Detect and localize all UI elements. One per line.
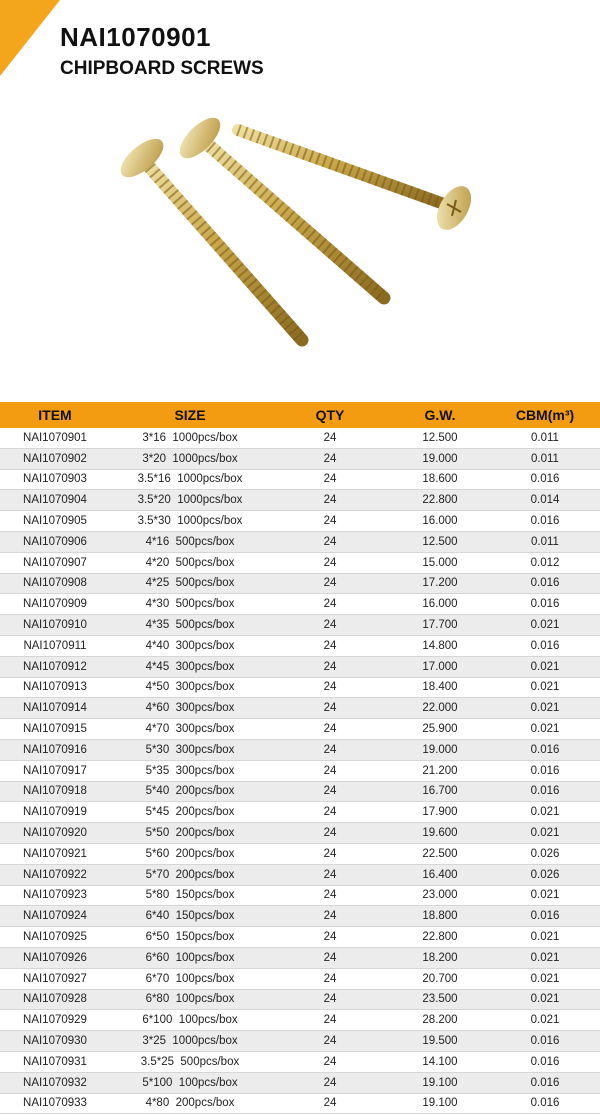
- table-row: [0, 927, 600, 948]
- table-row: [0, 865, 600, 886]
- cell-qty: 24: [323, 764, 337, 777]
- cell-gw: 23.500: [422, 993, 458, 1006]
- cell-size: 4*40 300pcs/box: [145, 639, 235, 652]
- table-row: [0, 574, 600, 595]
- table-row: [0, 990, 600, 1011]
- cell-gw: 16.700: [422, 785, 458, 798]
- cell-gw: 18.200: [422, 951, 458, 964]
- cell-gw: 23.000: [422, 889, 458, 902]
- cell-qty: 24: [323, 494, 337, 507]
- cell-cbm: 0.016: [530, 473, 560, 486]
- table-row: [0, 657, 600, 678]
- cell-gw: 18.800: [422, 910, 458, 923]
- cell-gw: 17.200: [422, 577, 458, 590]
- cell-gw: 22.800: [422, 931, 458, 944]
- cell-qty: 24: [323, 1035, 337, 1047]
- cell-cbm: 0.016: [530, 577, 560, 590]
- table-row: [0, 532, 600, 553]
- cell-qty: 24: [323, 993, 337, 1006]
- cell-qty: 24: [323, 785, 337, 798]
- cell-size: 6*100 100pcs/box: [142, 1014, 238, 1027]
- cell-item: NAI1070903: [23, 473, 87, 486]
- cell-qty: 24: [323, 827, 337, 840]
- cell-cbm: 0.021: [530, 827, 560, 840]
- table-row: [0, 553, 600, 574]
- cell-item: NAI1070933: [23, 1097, 87, 1110]
- cell-gw: 22.000: [422, 702, 458, 715]
- cell-size: 5*100 100pcs/box: [142, 1076, 238, 1089]
- table-row: [0, 948, 600, 969]
- cell-size: 4*30 500pcs/box: [145, 598, 235, 611]
- table-row: [0, 761, 600, 782]
- cell-gw: 18.600: [422, 473, 458, 486]
- cell-item: NAI1070922: [23, 868, 87, 881]
- corner-accent: [0, 0, 60, 76]
- table-row: [0, 698, 600, 719]
- cell-item: NAI1070926: [23, 951, 87, 964]
- cell-cbm: 0.016: [530, 1035, 560, 1047]
- cell-item: NAI1070909: [23, 598, 87, 611]
- cell-qty: 24: [323, 889, 337, 902]
- screws-photo: [0, 92, 600, 392]
- cell-cbm: 0.016: [530, 910, 560, 923]
- cell-item: NAI1070923: [23, 889, 87, 902]
- cell-cbm: 0.016: [530, 764, 560, 777]
- cell-cbm: 0.021: [530, 619, 560, 632]
- cell-size: 6*40 150pcs/box: [145, 910, 235, 923]
- cell-size: 3*20 1000pcs/box: [142, 452, 238, 465]
- product-code: NAI1070901: [60, 22, 211, 52]
- cell-qty: 24: [323, 702, 337, 715]
- cell-item: NAI1070902: [23, 452, 87, 465]
- cell-qty: 24: [323, 910, 337, 923]
- cell-item: NAI1070930: [23, 1035, 87, 1047]
- table-row: [0, 636, 600, 657]
- cell-gw: 28.200: [422, 1014, 458, 1027]
- cell-qty: 24: [323, 1055, 337, 1068]
- cell-qty: 24: [323, 743, 337, 756]
- cell-qty: 24: [323, 847, 337, 860]
- product-name: CHIPBOARD SCREWS: [60, 58, 264, 79]
- cell-size: 6*60 100pcs/box: [145, 951, 235, 964]
- cell-cbm: 0.021: [530, 681, 560, 694]
- cell-size: 5*60 200pcs/box: [145, 847, 235, 860]
- table-row: [0, 678, 600, 699]
- cell-cbm: 0.016: [530, 1055, 560, 1068]
- table-row: [0, 1073, 600, 1094]
- cell-qty: 24: [323, 660, 337, 673]
- cell-gw: 17.900: [422, 806, 458, 819]
- cell-gw: 17.700: [422, 619, 458, 632]
- cell-gw: 16.400: [422, 868, 458, 881]
- table-row: [0, 1031, 600, 1052]
- cell-gw: 21.200: [422, 764, 458, 777]
- cell-qty: 24: [323, 951, 337, 964]
- screw-left: [114, 132, 302, 340]
- cell-qty: 24: [323, 1014, 337, 1027]
- table-header: [0, 402, 600, 428]
- cell-size: 5*40 200pcs/box: [145, 785, 235, 798]
- table-row: [0, 823, 600, 844]
- cell-item: NAI1070917: [23, 764, 87, 777]
- cell-gw: 22.800: [422, 494, 458, 507]
- cell-item: NAI1070915: [23, 723, 87, 736]
- cell-item: NAI1070904: [23, 494, 87, 507]
- cell-size: 3.5*16 1000pcs/box: [137, 473, 243, 486]
- cell-gw: 12.500: [422, 431, 458, 444]
- header-qty: QTY: [315, 407, 345, 423]
- cell-cbm: 0.016: [530, 743, 560, 756]
- cell-cbm: 0.026: [530, 847, 560, 860]
- cell-cbm: 0.016: [530, 1076, 560, 1089]
- cell-item: NAI1070916: [23, 743, 87, 756]
- cell-size: 3*16 1000pcs/box: [142, 431, 238, 444]
- cell-size: 4*20 500pcs/box: [145, 556, 235, 569]
- cell-gw: 19.600: [422, 827, 458, 840]
- cell-gw: 12.500: [422, 535, 458, 548]
- cell-cbm: 0.021: [530, 993, 560, 1006]
- cell-gw: 18.400: [422, 681, 458, 694]
- cell-gw: 20.700: [422, 972, 458, 985]
- cell-cbm: 0.026: [530, 868, 560, 881]
- header-gw: G.W.: [424, 407, 456, 423]
- table-row: [0, 428, 600, 449]
- cell-item: NAI1070921: [23, 847, 87, 860]
- cell-size: 4*80 200pcs/box: [145, 1097, 235, 1110]
- cell-size: 3.5*25 500pcs/box: [140, 1055, 240, 1068]
- table-row: [0, 969, 600, 990]
- cell-item: NAI1070925: [23, 931, 87, 944]
- cell-gw: 16.000: [422, 515, 458, 528]
- cell-cbm: 0.021: [530, 951, 560, 964]
- cell-qty: 24: [323, 972, 337, 985]
- cell-cbm: 0.021: [530, 723, 560, 736]
- cell-qty: 24: [323, 1097, 337, 1110]
- cell-item: NAI1070911: [23, 639, 87, 652]
- cell-qty: 24: [323, 681, 337, 694]
- table-row: [0, 615, 600, 636]
- cell-cbm: 0.011: [531, 452, 559, 465]
- cell-size: 4*16 500pcs/box: [145, 535, 235, 548]
- cell-size: 4*70 300pcs/box: [145, 723, 235, 736]
- cell-size: 4*50 300pcs/box: [145, 681, 235, 694]
- cell-size: 5*70 200pcs/box: [145, 868, 235, 881]
- cell-cbm: 0.016: [530, 1097, 560, 1110]
- cell-size: 5*45 200pcs/box: [145, 806, 235, 819]
- cell-cbm: 0.021: [530, 702, 560, 715]
- cell-item: NAI1070924: [23, 910, 87, 923]
- cell-qty: 24: [323, 931, 337, 944]
- cell-qty: 24: [323, 598, 337, 611]
- cell-qty: 24: [323, 577, 337, 590]
- cell-gw: 19.000: [422, 452, 458, 465]
- cell-item: NAI1070914: [23, 702, 87, 715]
- cell-size: 5*30 300pcs/box: [145, 743, 235, 756]
- table-row: [0, 719, 600, 740]
- cell-qty: 24: [323, 806, 337, 819]
- cell-item: NAI1070918: [23, 785, 87, 798]
- cell-cbm: 0.011: [531, 535, 559, 548]
- cell-item: NAI1070920: [23, 827, 87, 840]
- table-row: [0, 1094, 600, 1115]
- cell-item: NAI1070905: [23, 515, 87, 528]
- screw-right: [238, 130, 478, 236]
- cell-qty: 24: [323, 452, 337, 465]
- cell-qty: 24: [323, 535, 337, 548]
- header-cbm: CBM(m³): [515, 407, 575, 423]
- cell-cbm: 0.012: [530, 556, 560, 569]
- table-row: [0, 470, 600, 491]
- cell-qty: 24: [323, 515, 337, 528]
- cell-gw: 19.000: [422, 743, 458, 756]
- cell-item: NAI1070912: [23, 660, 87, 673]
- cell-size: 5*80 150pcs/box: [145, 889, 235, 902]
- cell-item: NAI1070907: [23, 556, 87, 569]
- cell-item: NAI1070927: [23, 972, 87, 985]
- cell-gw: 19.500: [422, 1035, 458, 1047]
- cell-qty: 24: [323, 1076, 337, 1089]
- cell-qty: 24: [323, 556, 337, 569]
- cell-qty: 24: [323, 431, 337, 444]
- cell-size: 5*50 200pcs/box: [145, 827, 235, 840]
- cell-size: 3.5*20 1000pcs/box: [137, 494, 243, 507]
- cell-item: NAI1070906: [23, 535, 87, 548]
- table-row: [0, 844, 600, 865]
- cell-item: NAI1070929: [23, 1014, 87, 1027]
- cell-size: 3.5*30 1000pcs/box: [137, 515, 243, 528]
- header-item: ITEM: [38, 407, 72, 423]
- cell-item: NAI1070932: [23, 1076, 87, 1089]
- cell-cbm: 0.014: [530, 494, 560, 507]
- table-row: [0, 490, 600, 511]
- cell-gw: 19.100: [422, 1076, 458, 1089]
- cell-size: 4*45 300pcs/box: [145, 660, 235, 673]
- cell-gw: 14.800: [422, 639, 458, 652]
- cell-cbm: 0.011: [531, 431, 559, 444]
- cell-cbm: 0.021: [530, 889, 560, 902]
- cell-cbm: 0.016: [530, 785, 560, 798]
- cell-size: 6*80 100pcs/box: [145, 993, 235, 1006]
- table-row: [0, 906, 600, 927]
- cell-size: 4*35 500pcs/box: [145, 619, 235, 632]
- cell-qty: 24: [323, 473, 337, 486]
- cell-size: 4*25 500pcs/box: [145, 577, 235, 590]
- cell-gw: 25.900: [422, 723, 458, 736]
- cell-gw: 17.000: [422, 660, 458, 673]
- table-row: [0, 1052, 600, 1073]
- table-row: [0, 782, 600, 803]
- cell-cbm: 0.021: [530, 1014, 560, 1027]
- cell-item: NAI1070931: [23, 1055, 87, 1068]
- cell-gw: 22.500: [422, 847, 458, 860]
- cell-size: 6*70 100pcs/box: [145, 972, 235, 985]
- cell-item: NAI1070928: [23, 993, 87, 1006]
- cell-cbm: 0.016: [530, 515, 560, 528]
- cell-gw: 15.000: [422, 556, 458, 569]
- cell-cbm: 0.021: [530, 660, 560, 673]
- table-row: [0, 594, 600, 615]
- table-row: [0, 740, 600, 761]
- cell-cbm: 0.016: [530, 598, 560, 611]
- cell-item: NAI1070910: [23, 619, 87, 632]
- cell-cbm: 0.016: [530, 639, 560, 652]
- cell-item: NAI1070913: [23, 681, 87, 694]
- table-row: [0, 449, 600, 470]
- cell-size: 4*60 300pcs/box: [145, 702, 235, 715]
- cell-qty: 24: [323, 723, 337, 736]
- cell-gw: 14.100: [422, 1055, 458, 1068]
- cell-gw: 16.000: [422, 598, 458, 611]
- cell-size: 6*50 150pcs/box: [145, 931, 235, 944]
- cell-size: 3*25 1000pcs/box: [142, 1035, 238, 1047]
- cell-item: NAI1070901: [23, 431, 87, 444]
- table-row: [0, 1010, 600, 1031]
- cell-cbm: 0.021: [530, 972, 560, 985]
- table-row: [0, 511, 600, 532]
- cell-qty: 24: [323, 639, 337, 652]
- table-row: [0, 886, 600, 907]
- table-row: [0, 802, 600, 823]
- cell-cbm: 0.021: [530, 806, 560, 819]
- specification-table: [0, 402, 600, 1114]
- cell-size: 5*35 300pcs/box: [145, 764, 235, 777]
- cell-item: NAI1070919: [23, 806, 87, 819]
- cell-cbm: 0.021: [530, 931, 560, 944]
- cell-item: NAI1070908: [23, 577, 87, 590]
- header-size: SIZE: [174, 407, 206, 423]
- cell-qty: 24: [323, 619, 337, 632]
- cell-gw: 19.100: [422, 1097, 458, 1110]
- cell-qty: 24: [323, 868, 337, 881]
